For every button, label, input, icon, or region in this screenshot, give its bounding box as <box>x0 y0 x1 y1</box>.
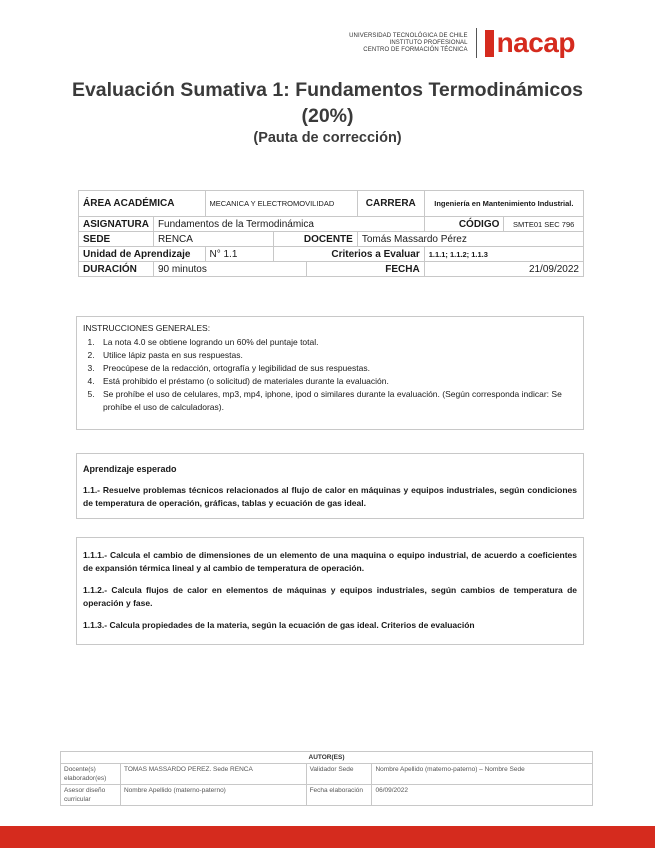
criterios-value: 1.1.1; 1.1.2; 1.1.3 <box>424 247 583 262</box>
criterios-label: Criterios a Evaluar <box>274 247 425 262</box>
docente-elaborador-value: TOMAS MASSARDO PEREZ. Sede RENCA <box>120 764 306 785</box>
unidad-value: N° 1.1 <box>205 247 274 262</box>
document-subtitle: (Pauta de corrección) <box>253 130 402 146</box>
criterio-item: 1.1.3.- Calcula propiedades de la materia, según la ecuación de gas ideal. Criterios de evaluación <box>83 620 475 630</box>
unidad-label: Unidad de Aprendizaje <box>79 247 206 262</box>
instructions-list <box>83 336 577 414</box>
fecha-label: FECHA <box>307 262 425 277</box>
institution-line-3: CENTRO DE FORMACIÓN TÉCNICA <box>363 46 468 53</box>
instruction-item: 2. Utilice lápiz pasta en sus respuestas. <box>97 349 577 362</box>
instruction-item: 5. Se prohíbe el uso de celulares, mp3, mp4, iphone, ipod o similares durante la evaluación. (Según corresponda indicar: Se prohíbe el uso de calculadoras). <box>97 388 577 414</box>
fecha-elaboracion-label: Fecha elaboración <box>306 785 372 806</box>
asesor-value: Nombre Apellido (materno-paterno) <box>120 785 306 806</box>
institution-line-1: UNIVERSIDAD TECNOLÓGICA DE CHILE <box>349 32 468 39</box>
fecha-value: 21/09/2022 <box>424 262 583 277</box>
institution-logo <box>349 28 575 58</box>
area-value: MECANICA Y ELECTROMOVILIDAD <box>205 191 357 217</box>
sede-value: RENCA <box>153 232 273 247</box>
institution-line-2: INSTITUTO PROFESIONAL <box>389 39 468 46</box>
logo-bar-icon <box>485 30 494 57</box>
validador-label: Validador Sede <box>306 764 372 785</box>
logo-divider <box>476 28 477 58</box>
instruction-item: 3. Preocúpese de la redacción, ortografía y legibilidad de sus respuestas. <box>97 362 577 375</box>
docente-label: DOCENTE <box>274 232 358 247</box>
duracion-value: 90 minutos <box>153 262 306 277</box>
area-label: ÁREA ACADÉMICA <box>79 191 206 217</box>
criterio-item: 1.1.1.- Calcula el cambio de dimensiones de un elemento de una maquina o equipo industrial, de acuerdo a coeficientes de expansión térmica lineal y al cambio de temperatura de operación. <box>83 550 577 573</box>
asignatura-label: ASIGNATURA <box>79 217 154 232</box>
docente-elaborador-label: Docente(s) elaborador(es) <box>61 764 121 785</box>
codigo-value: SMTE01 SEC 796 <box>504 217 584 232</box>
footer-bar <box>0 826 655 848</box>
inacap-logo-mark <box>485 29 575 57</box>
criterios-box <box>76 537 584 645</box>
asignatura-value: Fundamentos de la Termodinámica <box>153 217 424 232</box>
sede-label: SEDE <box>79 232 154 247</box>
aprendizaje-heading: Aprendizaje esperado <box>83 464 177 474</box>
course-info-table <box>78 190 584 277</box>
instruction-item: 1. La nota 4.0 se obtiene logrando un 60% del puntaje total. <box>97 336 577 349</box>
institution-lines <box>349 33 475 54</box>
instructions-box <box>76 316 584 430</box>
codigo-label: CÓDIGO <box>424 217 504 232</box>
carrera-value: Ingeniería en Mantenimiento Industrial. <box>424 191 583 217</box>
authors-table <box>60 751 593 806</box>
aprendizaje-box <box>76 453 584 519</box>
fecha-elaboracion-value: 06/09/2022 <box>372 785 593 806</box>
instruction-item: 4. Está prohibido el préstamo (o solicitud) de materiales durante la evaluación. <box>97 375 577 388</box>
docente-value: Tomás Massardo Pérez <box>357 232 583 247</box>
carrera-label: CARRERA <box>357 191 424 217</box>
criterio-item: 1.1.2.- Calcula flujos de calor en elementos de máquinas y equipos industriales, según cambios de temperatura de operación y fase. <box>83 585 577 608</box>
logo-wordmark: nacap <box>496 27 575 58</box>
duracion-label: DURACIÓN <box>79 262 154 277</box>
instructions-heading: INSTRUCCIONES GENERALES: <box>83 323 211 333</box>
document-title: Evaluación Sumativa 1: Fundamentos Termodinámicos (20%) <box>71 79 584 127</box>
validador-value: Nombre Apellido (materno-paterno) – Nombre Sede <box>372 764 593 785</box>
aprendizaje-text: 1.1.- Resuelve problemas técnicos relacionados al flujo de calor en máquinas y equipos industriales, según condiciones de temperatura de operación, gráficas, tablas y ecuación de gas ideal. <box>83 485 577 508</box>
asesor-label: Asesor diseño curricular <box>61 785 121 806</box>
authors-heading: AUTOR(ES) <box>61 752 593 764</box>
